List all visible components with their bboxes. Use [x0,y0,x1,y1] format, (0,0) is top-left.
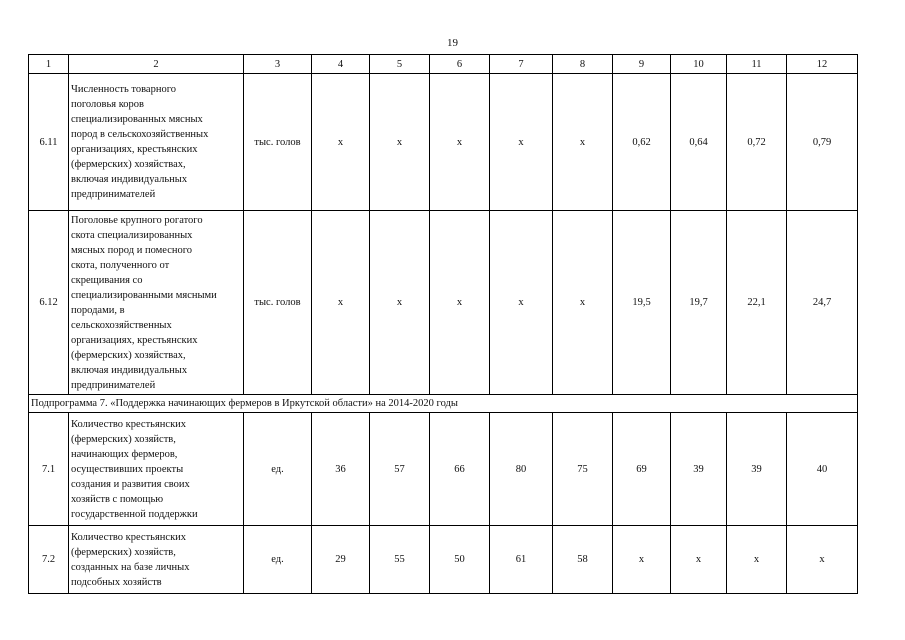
value-cell: 39 [671,413,727,526]
header-cell: 1 [29,55,69,74]
value-cell: x [490,211,553,395]
value-cell: 57 [370,413,430,526]
value-cell: x [553,211,613,395]
indicators-table [28,54,858,594]
value-cell: 75 [553,413,613,526]
value-cell: x [553,74,613,211]
value-cell: 19,5 [613,211,671,395]
value-cell: 80 [490,413,553,526]
value-cell: 24,7 [787,211,858,395]
header-cell: 3 [244,55,312,74]
header-cell: 11 [727,55,787,74]
header-cell: 7 [490,55,553,74]
value-cell: 61 [490,526,553,594]
header-cell: 5 [370,55,430,74]
unit-cell: ед. [244,526,312,594]
value-cell: x [613,526,671,594]
header-cell: 2 [69,55,244,74]
value-cell: 69 [613,413,671,526]
value-cell: 0,62 [613,74,671,211]
indicator-name: Количество крестьянских (фермерских) хозяйств, начинающих фермеров, осуществивших проекты создания и развития своих хозяйств с помощью государственной поддержки [69,413,244,526]
row-number: 6.11 [29,74,69,211]
unit-cell: ед. [244,413,312,526]
value-cell: 0,72 [727,74,787,211]
value-cell: 29 [312,526,370,594]
header-row [29,55,858,74]
header-cell: 12 [787,55,858,74]
row-number: 7.1 [29,413,69,526]
table-row [29,211,858,395]
header-cell: 6 [430,55,490,74]
value-cell: 22,1 [727,211,787,395]
unit-cell: тыс. голов [244,211,312,395]
value-cell: 19,7 [671,211,727,395]
header-cell: 4 [312,55,370,74]
value-cell: 39 [727,413,787,526]
row-number: 7.2 [29,526,69,594]
header-cell: 10 [671,55,727,74]
value-cell: x [671,526,727,594]
page-number: 19 [447,37,458,49]
header-cell: 8 [553,55,613,74]
table-row [29,413,858,526]
value-cell: x [727,526,787,594]
subprogram-row [29,395,858,413]
value-cell: 66 [430,413,490,526]
unit-cell: тыс. голов [244,74,312,211]
value-cell: x [787,526,858,594]
value-cell: 40 [787,413,858,526]
value-cell: 36 [312,413,370,526]
value-cell: 58 [553,526,613,594]
value-cell: 0,79 [787,74,858,211]
indicator-name: Поголовье крупного рогатого скота специализированных мясных пород и помесного скота, полученного от скрещивания со специализированными мясными породами, в сельскохозяйственных организациях, крестьянских (фермерских) хозяйствах, включая индивидуальных предпринимателей [69,211,244,395]
value-cell: 55 [370,526,430,594]
indicator-name: Численность товарного поголовья коров специализированных мясных пород в сельскохозяйственных организациях, крестьянских (фермерских) хозяйствах, включая индивидуальных предпринимателей [69,74,244,211]
table-row [29,74,858,211]
value-cell: 50 [430,526,490,594]
value-cell: x [312,74,370,211]
header-cell: 9 [613,55,671,74]
value-cell: x [430,211,490,395]
subprogram-title: Подпрограмма 7. «Поддержка начинающих фермеров в Иркутской области» на 2014-2020 годы [29,395,858,413]
row-number: 6.12 [29,211,69,395]
value-cell: x [370,211,430,395]
value-cell: x [490,74,553,211]
value-cell: x [312,211,370,395]
table-row [29,526,858,594]
indicator-name: Количество крестьянских (фермерских) хозяйств, созданных на базе личных подсобных хозяйств [69,526,244,594]
value-cell: 0,64 [671,74,727,211]
value-cell: x [370,74,430,211]
value-cell: x [430,74,490,211]
